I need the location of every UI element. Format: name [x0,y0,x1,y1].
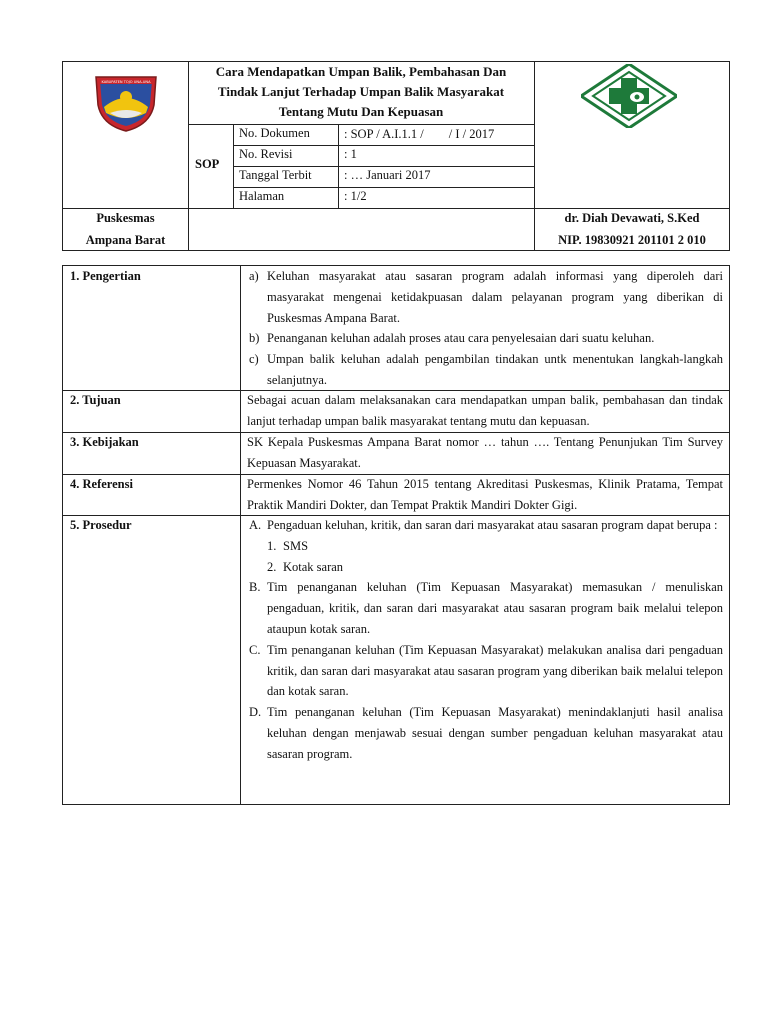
puskesmas-logo [581,64,677,128]
section-content-referensi: Permenkes Nomor 46 Tahun 2015 tentang Akreditasi Puskesmas, Klinik Pratama, Tempat Praktik Mandiri Dokter, dan Tempat Praktik Mandiri Dokter Gigi. [247,477,723,512]
row-label-no-revisi: No. Revisi [239,147,293,161]
list-item: B. Tim penanganan keluhan (Tim Kepuasan Masyarakat) memasukan / menuliskan pengaduan, kritik, dan saran dari masyarakat atau sasaran program baik melalui telepon ataupun kotak saran. [249,580,723,636]
section-content-tujuan: Sebagai acuan dalam melaksanakan cara mendapatkan umpan balik, pembahasan dan tindak lanjut terhadap umpan balik masyarakat tentang mutu dan kepuasan. [247,393,723,428]
section-label-referensi: 4. Referensi [70,477,133,491]
list-item: b) Penanganan keluhan adalah proses atau cara penyelesaian dari suatu keluhan. [249,331,655,346]
signer-name: dr. Diah Devawati, S.Ked [564,211,700,225]
list-item: a) Keluhan masyarakat atau sasaran program adalah informasi yang diperoleh dari masyarakat mengenai ketidakpuasan dalam pelayanan program yang diberikan di Puskesmas Ampana Barat. [249,269,723,325]
section-label-kebijakan: 3. Kebijakan [70,435,139,449]
section-content-kebijakan: SK Kepala Puskesmas Ampana Barat nomor … tahun …. Tentang Penunjukan Tim Survey Kepuasan Masyarakat. [247,435,723,470]
section-label-prosedur: 5. Prosedur [70,518,132,532]
logo-caption: KABUPATEN TOJO UNA-UNA [101,80,151,84]
list-item: C. Tim penanganan keluhan (Tim Kepuasan Masyarakat) melakukan analisa dari pengaduan kritik, dan saran dari masyarakat atau sasaran program yang diberikan baik melalui telepon dan kotak saran. [249,642,723,699]
section-content-prosedur [247,515,723,765]
section-content-pengertian [247,266,723,391]
signer-nip: NIP. 19830921 201101 2 010 [558,233,706,247]
sub-list-item: 2. Kotak saran [267,559,344,574]
sop-label: SOP [195,157,220,171]
row-value-halaman: : 1/2 [344,189,367,203]
list-item: A. Pengaduan keluhan, kritik, dan saran dari masyarakat atau sasaran program dapat berupa : [249,518,718,532]
list-item: c) Umpan balik keluhan adalah pengambilan tindakan untk menentukan langkah-langkah selanjutnya. [249,352,723,387]
sub-list-item: 1. SMS [267,538,309,553]
row-value-no-dokumen: : SOP / A.I.1.1 / / I / 2017 [344,127,495,141]
row-label-no-dokumen: No. Dokumen [239,126,310,140]
row-label-halaman: Halaman [239,189,285,203]
sop-content-table [62,265,730,805]
row-value-tanggal-terbit: : … Januari 2017 [344,168,431,182]
document-title: Cara Mendapatkan Umpan Balik, Pembahasan Dan Tindak Lanjut Terhadap Umpan Balik Masyarakat Tentang Mutu Dan Kepuasan [215,64,507,119]
sop-header-table [62,61,730,251]
section-label-pengertian: 1. Pengertian [70,269,141,283]
regency-logo [90,67,162,133]
section-label-tujuan: 2. Tujuan [70,393,121,407]
list-item: D. Tim penanganan keluhan (Tim Kepuasan Masyarakat) menindaklanjuti hasil analisa keluhan dengan menjawab sesuai dengan sumber pengaduan keluhan masyarakat atau sasaran program. [249,705,723,761]
row-label-tanggal-terbit: Tanggal Terbit [239,168,312,182]
row-value-no-revisi: : 1 [344,147,357,161]
signer-block [535,208,729,250]
org-name: Puskesmas Ampana Barat [85,211,166,247]
